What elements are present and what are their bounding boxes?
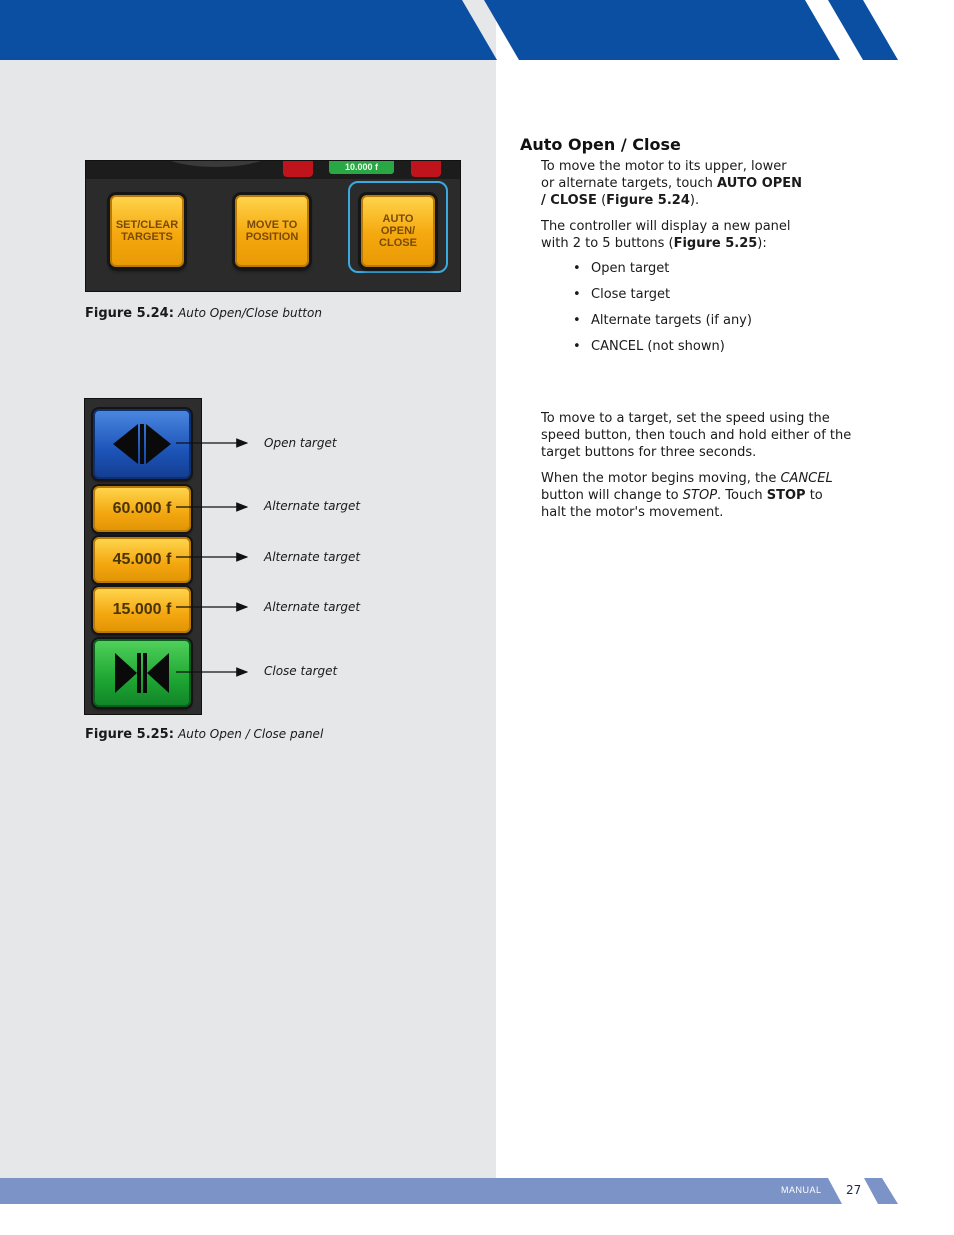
text-run: to halt the motor's movement.: [541, 488, 823, 520]
text-run-italic: STOP: [682, 488, 718, 503]
bullet-text: Open target: [591, 261, 670, 276]
button-label-line: TARGETS: [121, 231, 173, 243]
speed-readout: 10.000 f: [329, 161, 394, 174]
text-run: To move the motor to its upper, lower or alternate targets, touch: [541, 159, 787, 191]
caption-label: Figure 5.24:: [85, 306, 174, 321]
alternate-target-button[interactable]: 60.000 f: [93, 486, 191, 532]
alternate-target-button[interactable]: 15.000 f: [93, 587, 191, 633]
red-indicator-left: [283, 161, 313, 177]
figure-5-24-caption: [85, 306, 322, 321]
stop-paragraph: [541, 470, 845, 521]
move-paragraph: To move to a target, set the speed using the speed button, then touch and hold either of the target buttons for three seconds.: [541, 411, 852, 460]
button-label-line: CLOSE: [379, 237, 417, 249]
red-indicator-right: [411, 161, 441, 177]
alternate-target-button[interactable]: 45.000 f: [93, 537, 191, 583]
bullet-text: Alternate targets (if any): [591, 313, 752, 328]
figure-reference: Figure 5.24: [606, 193, 690, 208]
bullet-item: • Alternate targets (if any): [573, 313, 752, 328]
alternate-target-label: Alternate target: [264, 499, 361, 513]
intro-paragraph: [541, 158, 803, 209]
figure-reference: Figure 5.25: [673, 236, 758, 251]
move-to-position-button[interactable]: [235, 195, 309, 267]
text-run: ).: [689, 193, 700, 208]
caption-text: Auto Open/Close button: [178, 306, 322, 320]
page-number: 27: [846, 1183, 862, 1197]
text-run-italic: CANCEL: [780, 471, 833, 486]
text-run: (: [596, 193, 607, 208]
alternate-target-label: Alternate target: [264, 550, 361, 564]
figure-5-25-caption: [85, 727, 323, 742]
footer-manual-label: MANUAL: [781, 1185, 822, 1195]
open-arrows-icon: [111, 422, 173, 466]
button-label-line: AUTO: [382, 213, 414, 225]
open-target-button[interactable]: [93, 409, 191, 479]
text-run-bold: STOP: [766, 488, 806, 503]
header-band: [0, 0, 954, 60]
caption-label: Figure 5.25:: [85, 727, 174, 742]
text-run: The controller will display a new panel with 2 to 5 buttons (: [541, 219, 791, 251]
text-run: When the motor begins moving, the: [541, 471, 781, 486]
header-block-left: [0, 0, 497, 60]
header-stripe: [828, 0, 898, 60]
figure-5-24-image: [85, 160, 461, 292]
close-arrows-icon: [113, 651, 171, 695]
figure-5-25-image: [84, 398, 202, 715]
button-label-line: OPEN/: [380, 225, 416, 237]
panel-paragraph: [541, 218, 791, 252]
bullet-text: Close target: [591, 287, 671, 302]
auto-open-close-button[interactable]: [361, 195, 435, 267]
bullet-item: • Close target: [573, 287, 671, 302]
open-target-label: Open target: [264, 436, 337, 450]
text-run: ):: [757, 236, 767, 251]
button-label-line: POSITION: [245, 231, 299, 243]
set-clear-targets-button[interactable]: [110, 195, 184, 267]
button-label-line: MOVE TO: [246, 219, 298, 231]
panel-top-bar: [86, 161, 461, 179]
bullet-item: • Open target: [573, 261, 670, 276]
bullet-text: CANCEL (not shown): [591, 339, 725, 354]
section-heading: Auto Open / Close: [520, 135, 681, 154]
text-run-bold: AUTO OPEN / CLOSE: [541, 176, 803, 208]
header-block-middle: [484, 0, 840, 60]
bullet-item: • CANCEL (not shown): [573, 339, 725, 354]
button-label-line: SET/CLEAR: [115, 219, 179, 231]
close-target-label: Close target: [264, 664, 338, 678]
alternate-target-label: Alternate target: [264, 600, 361, 614]
close-target-button[interactable]: [93, 639, 191, 707]
text-run: button will change to: [541, 488, 683, 503]
caption-text: Auto Open / Close panel: [178, 727, 324, 741]
text-run: . Touch: [717, 488, 767, 503]
